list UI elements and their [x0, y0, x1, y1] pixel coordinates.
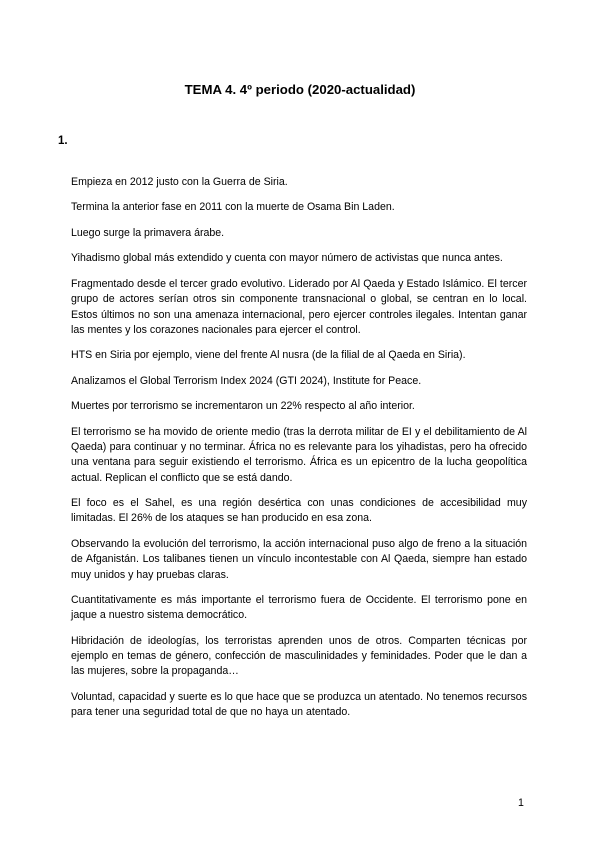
paragraph: Luego surge la primavera árabe.	[71, 226, 225, 239]
paragraph: El terrorismo se ha movido de oriente medio (tras la derrota militar de EI y el debilitamiento de Al Qaeda) para continuar y no terminar. África no es relevante para los yihadistas, pero ha ofrecido una ventana para seguir existiendo el terrorismo. África es un epicentro de la lucha geopolítica actual. Replican el conflicto que se está dando.	[71, 425, 527, 484]
document-title: TEMA 4. 4º periodo (2020-actualidad)	[184, 82, 416, 97]
paragraph: Cuantitativamente es más importante el terrorismo fuera de Occidente. El terrorismo pone en jaque a nuestro sistema democrático.	[71, 594, 527, 622]
paragraph: Fragmentado desde el tercer grado evolutivo. Liderado por Al Qaeda y Estado Islámico. El tercer grupo de actores serían otros sin componente transnacional o global, se centran en lo local. Estos últimos no son una amenaza internacional, pero ejercer controles ilegales. Intentan ganar las mentes y los corazones nacionales para ejercer el control.	[71, 277, 527, 336]
paragraph: Empieza en 2012 justo con la Guerra de Siria.	[71, 176, 288, 188]
paragraph: Muertes por terrorismo se incrementaron un 22% respecto al año interior.	[71, 400, 415, 413]
paragraph: Termina la anterior fase en 2011 con la muerte de Osama Bin Laden.	[71, 201, 395, 214]
paragraph: HTS en Siria por ejemplo, viene del frente Al nusra (de la filial de al Qaeda en Siria).	[71, 349, 466, 362]
section-number: 1.	[58, 135, 68, 147]
document-body	[71, 175, 527, 731]
paragraph: El foco es el Sahel, es una región desértica con unas condiciones de accesibilidad muy limitadas. El 26% de los ataques se han producido en esa zona.	[71, 497, 527, 525]
paragraph: Voluntad, capacidad y suerte es lo que hace que se produzca un atentado. No tenemos recursos para tener una seguridad total de que no haya un atentado.	[71, 690, 527, 719]
paragraph: Yihadismo global más extendido y cuenta con mayor número de activistas que nunca antes.	[71, 252, 503, 265]
paragraph: Observando la evolución del terrorismo, la acción internacional puso algo de freno a la situación de Afganistán. Los talibanes tienen un vínculo incontestable con Al Qaeda, siempre han estado muy unidos y hay pruebas claras.	[71, 537, 527, 581]
paragraph: Hibridación de ideologías, los terroristas aprenden unos de otros. Comparten técnicas por ejemplo en temas de género, confección de masculinidades y feminidades. Poder que le dan a las mujeres, sobre la propaganda…	[71, 634, 527, 678]
page-number: 1	[518, 797, 524, 809]
paragraph: Analizamos el Global Terrorism Index 2024 (GTI 2024), Institute for Peace.	[71, 374, 422, 387]
